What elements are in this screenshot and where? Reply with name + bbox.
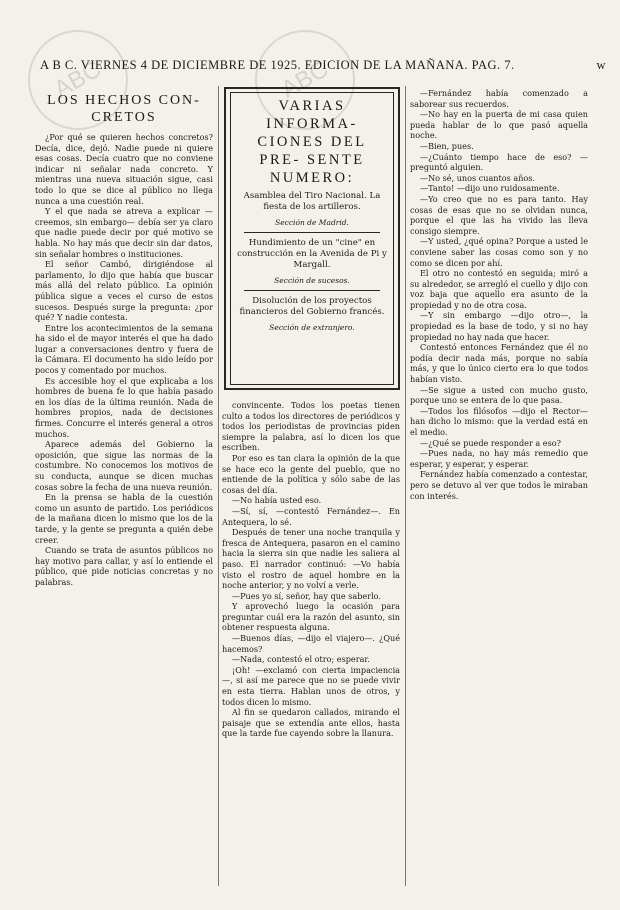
- paragraph: convincente. Todos los poetas tienen culto a todos los directores de periódicos y todos los periodistas de provincias piden siempre la palabra, así lo dicen los que escriben.: [222, 400, 400, 453]
- paragraph: —¿Qué se puede responder a eso?: [420, 437, 561, 448]
- paragraph: —¿Cuánto tiempo hace de eso? —preguntó alguien.: [410, 151, 588, 173]
- paragraph: Cuando se trata de asuntos públicos no hay motivo para callar, y así lo entiende el público, que pide noticias concretas y no palabras.: [35, 545, 213, 587]
- paragraph: Por eso es tan clara la opinión de la que se hace eco la gente del pueblo, que no entiende de la política y sólo sabe de las cosas del día.: [222, 452, 400, 495]
- paragraph: —Todos los filósofos —dijo el Rector— han dicho lo mismo: que la verdad está en el medio.: [410, 405, 588, 437]
- paragraph: Al fin se quedaron callados, mirando el paisaje que se extendía ante ellos, hasta que la tarde fue cayendo sobre la llanura.: [222, 707, 400, 739]
- paragraph: Entre los acontecimientos de la semana ha sido el de mayor interés el que ha dado lugar a conversaciones dentro y fuera de la Cámara. El documento ha sido leído por pocos y comentado por muchos.: [35, 322, 213, 376]
- paragraph: ¿Por qué se quieren hechos concretos? Decía, dice, dejó. Nadie puede ni quiere esas cosas. Decía cuatro que no conviene indicar ni señalar nada concreto. Y mientras una nueva situación sigue, casi todo lo que se dice al público no llega nunca a una cuestión real.: [35, 132, 213, 206]
- paragraph: —Buenos días, —dijo el viajero—. ¿Qué hacemos?: [222, 633, 400, 654]
- paragraph: —Fernández había comenzado a saborear sus recuerdos.: [410, 88, 588, 109]
- paragraph: —Pues yo sí, señor, hay que saberlo.: [232, 590, 381, 601]
- page-header: [40, 58, 610, 73]
- header-text: A B C. VIERNES 4 DE DICIEMBRE DE 1925. EDICION DE LA MAÑANA. PAG. 7.: [40, 58, 515, 72]
- column-divider: [405, 86, 406, 886]
- paragraph: —Pues nada, no hay más remedio que esperar, y esperar, y esperar.: [410, 448, 588, 469]
- paragraph: ¡Oh! —exclamó con cierta impaciencia—, si así me parece que no se puede vivir en esta tierra. Hablan unos de otros, y todos dicen lo mismo.: [222, 664, 400, 707]
- index-divider: [244, 232, 380, 233]
- paragraph: Después de tener una noche tranquila y fresca de Antequera, pasaron en el camino hacia la sierra sin que nadie les saliera al paso. El narrador continuó: —Vo había visto el rostro de aquel hombre en la noche anterior, y no volví a verle.: [222, 527, 400, 591]
- paragraph: Y aprovechó luego la ocasión para preguntar cuál era la razón del asunto, sin obtener respuesta alguna.: [222, 601, 400, 633]
- paragraph: —Nada, contestó el otro; esperar.: [232, 654, 370, 665]
- paragraph: En la prensa se habla de la cuestión como un asunto de partido. Los periódicos de la mañana dicen lo mismo que los de la tarde, y la gente se pregunta a quién debe creer.: [35, 492, 213, 545]
- paragraph: Contestó entonces Fernández que él no podía decir nada más, porque no sabía más, y que lo único cierto era lo que todos habían visto.: [410, 342, 588, 385]
- paragraph: —Se sigue a usted con mucho gusto, porque uno se entera de lo que pasa.: [410, 384, 588, 406]
- paragraph: —No había usted eso.: [232, 495, 322, 506]
- index-item-section: Sección de sucesos.: [274, 276, 350, 285]
- paragraph: El otro no contestó en seguida; miró a su alrededor, se arregló el cuello y dijo con voz baja que aquello era asunto de la propiedad y no de otra cosa.: [410, 268, 588, 310]
- index-item: Hundimiento de un "cine" en construcción en la Avenida de Pi y Margall.: [237, 238, 387, 270]
- index-box: [224, 87, 400, 390]
- paragraph: Fernández había comenzado a contestar, pero se detuvo al ver que todos le miraban con interés.: [410, 469, 588, 501]
- paragraph: —Bien, pues.: [420, 140, 474, 151]
- index-item-section: Sección de Madrid.: [275, 218, 349, 227]
- article-right-column: [410, 88, 588, 885]
- paragraph: —Sí, sí, —contestó Fernández—. En Antequera, lo sé.: [222, 505, 400, 527]
- index-item: Asamblea del Tiro Nacional. La fiesta de los artilleros.: [243, 191, 381, 212]
- paragraph: —Tanto! —dijo uno ruidosamente.: [420, 183, 560, 194]
- article-middle-column: [222, 400, 400, 885]
- paragraph: El señor Cambó, dirigiéndose al parlamento, lo dijo que había que buscar más allá del relato público. La opinión pública sigue a veces el curso de estos sucesos. Después surge la pregunta: ¿por qué? Y nadie contesta.: [35, 259, 213, 323]
- index-box-title: VARIAS INFORMA- CIONES DEL PRE- SENTE NUMERO:: [257, 98, 367, 186]
- paragraph: —No hay en la puerta de mi casa quien pueda hablar de lo que pasó aquella noche.: [410, 109, 588, 141]
- paragraph: —Y usted, ¿qué opina? Porque a usted le conviene saber las cosas como son y no como se dicen por ahí.: [410, 236, 588, 268]
- article-hechos-concretos: [35, 90, 213, 885]
- paragraph: Aparece además del Gobierno la oposición, que sigue las normas de la costumbre. No conocemos los motivos de su conducta, aunque se dicen muchas cosas sobre la fecha de una nueva reunión.: [35, 439, 213, 492]
- index-item-section: Sección de extranjero.: [269, 323, 355, 332]
- paragraph: —No sé, unos cuantos años.: [420, 172, 536, 183]
- header-page-mark: w: [596, 58, 606, 72]
- paragraph: —Yo creo que no es para tanto. Hay cosas de esas que no se olvidan nunca, porque el que las ha vivido las lleva consigo siempre.: [410, 193, 588, 236]
- paragraph: Y el que nada se atreva a explicar —creemos, sin embargo— debía ser ya claro que nadie puede decir por qué motivo se habla. No hay más que decir sin dar datos, sin señalar hombres o instituciones.: [35, 206, 213, 259]
- index-item: Disolución de los proyectos financieros del Gobierno francés.: [239, 296, 385, 317]
- index-divider: [244, 290, 380, 291]
- watermark-stamp-left: ABC: [10, 12, 147, 149]
- paragraph: Es accesible hoy el que explicaba a los hombres de buena fe lo que había pasado en los días de la última reunión. Nada de hombres propios, nada de decisiones firmes. Concurre el interés general a otros muchos.: [35, 375, 213, 439]
- paragraph: —Y sin embargo —dijo otro—, la propiedad es la base de todo, y si no hay propiedad no hay nada que hacer.: [410, 310, 588, 342]
- column-divider: [218, 86, 219, 886]
- watermark-stamp-center: ABC: [237, 12, 374, 149]
- article-title: LOS HECHOS CON- CRETOS: [47, 93, 201, 125]
